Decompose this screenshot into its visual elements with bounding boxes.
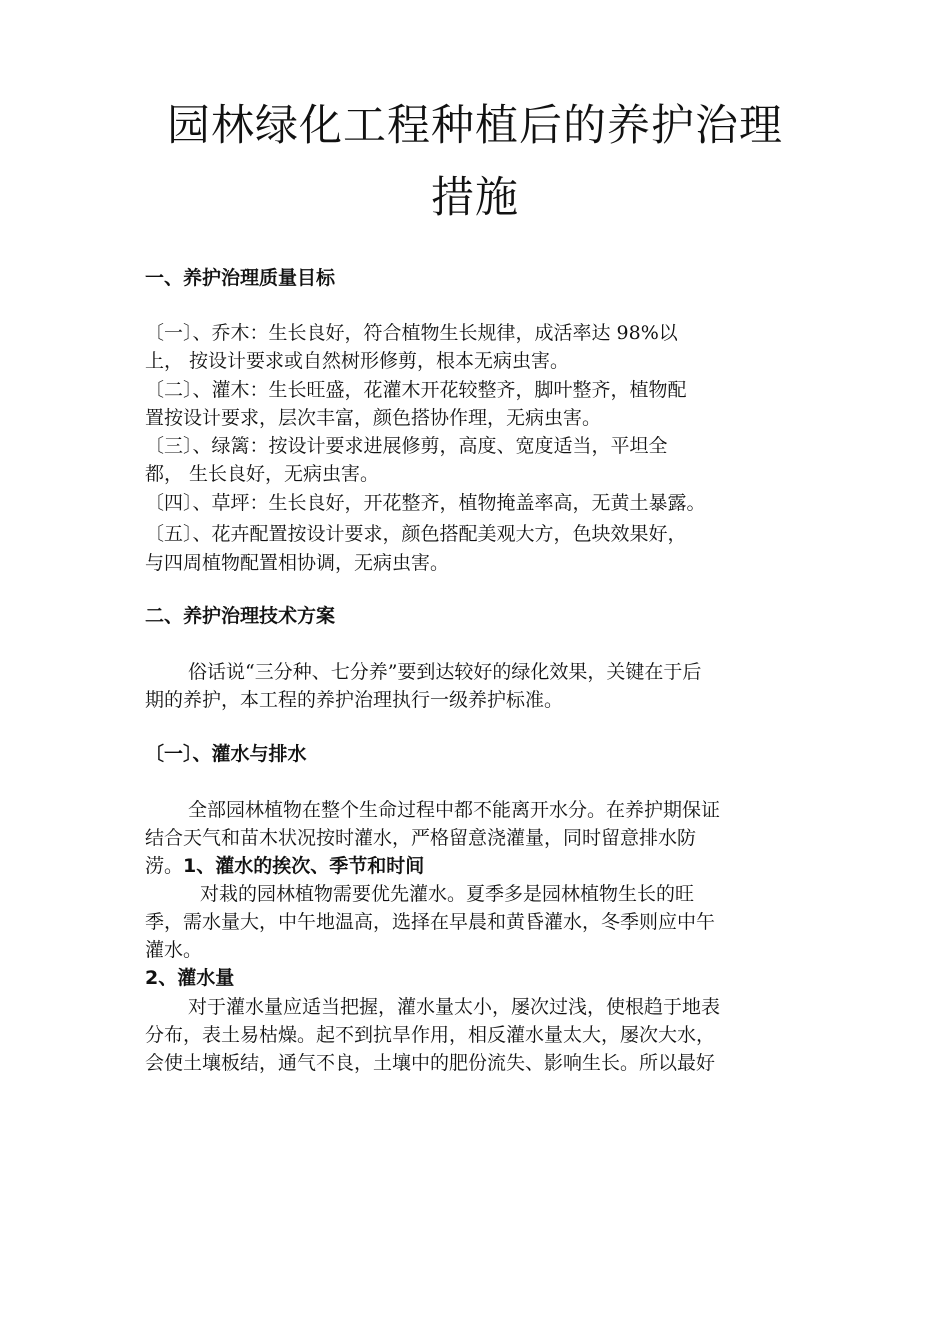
goal-hedge-line-1: 〔三〕、绿篱：按设计要求进展修剪，高度、宽度适当，平坦全: [145, 435, 668, 457]
irrigation-para-end: 涝。: [145, 855, 184, 877]
point-1-line-2: 季，需水量大，中午地温高，选择在早晨和黄昏灌水，冬季则应中午: [145, 911, 716, 933]
goal-flower-line-1: 〔五〕、花卉配置按设计要求，颜色搭配美观大方，色块效果好，: [145, 523, 687, 545]
irrigation-para-line-1: 全部园林植物在整个生命过程中都不能离开水分。在养护期保证: [188, 799, 721, 821]
section-1-heading: 一、养护治理质量目标: [145, 267, 336, 289]
goal-flower-line-2: 与四周植物配置相协调，无病虫害。: [145, 552, 450, 574]
goal-shrub-line-2: 置按设计要求，层次丰富，颜色搭协作理，无病虫害。: [145, 407, 602, 429]
section-2-heading: 二、养护治理技术方案: [145, 605, 336, 627]
goal-shrub-line-1: 〔二〕、灌木：生长旺盛，花灌木开花较整齐，脚叶整齐，植物配: [145, 379, 687, 401]
point-1-heading: 1、灌水的挨次、季节和时间: [183, 855, 425, 877]
goal-hedge-line-2: 都， 生长良好，无病虫害。: [145, 463, 380, 485]
irrigation-para-line-2: 结合天气和苗木状况按时灌水，严格留意浇灌量，同时留意排水防: [145, 827, 697, 849]
goal-tree-line-2: 上， 按设计要求或自然树形修剪，根本无病虫害。: [145, 350, 570, 372]
goal-lawn-line-1: 〔四〕、草坪：生长良好，开花整齐，植物掩盖率高，无黄土暴露。: [145, 492, 706, 514]
point-2-heading: 2、灌水量: [145, 967, 235, 989]
point-2-line-2: 分布，表土易枯燥。起不到抗旱作用，相反灌水量太大，屡次大水，: [145, 1024, 716, 1046]
irrigation-para-line-3: [145, 852, 835, 880]
subsection-irrigation-heading: 〔一〕、灌水与排水: [145, 743, 307, 765]
goal-tree-line-1: 〔一〕、乔木：生长良好，符合植物生长规律，成活率达 98%以: [145, 322, 678, 344]
point-1-line-1: 对栽的园林植物需要优先灌水。夏季多是园林植物生长的旺: [200, 883, 695, 905]
point-2-line-3: 会使土壤板结，通气不良，土壤中的肥份流失、影响生长。所以最好: [145, 1052, 716, 1074]
document-title-line-1: 园林绿化工程种植后的养护治理: [167, 101, 783, 151]
point-1-line-3: 灌水。: [145, 939, 203, 961]
intro-line-2: 期的养护，本工程的养护治理执行一级养护标准。: [145, 689, 564, 711]
document-title-line-2: 措施: [431, 173, 519, 223]
intro-line-1: 俗话说“三分种、七分养”要到达较好的绿化效果，关键在于后: [188, 661, 702, 683]
point-2-line-1: 对于灌水量应适当把握，灌水量太小，屡次过浅，使根趋于地表: [188, 996, 721, 1018]
